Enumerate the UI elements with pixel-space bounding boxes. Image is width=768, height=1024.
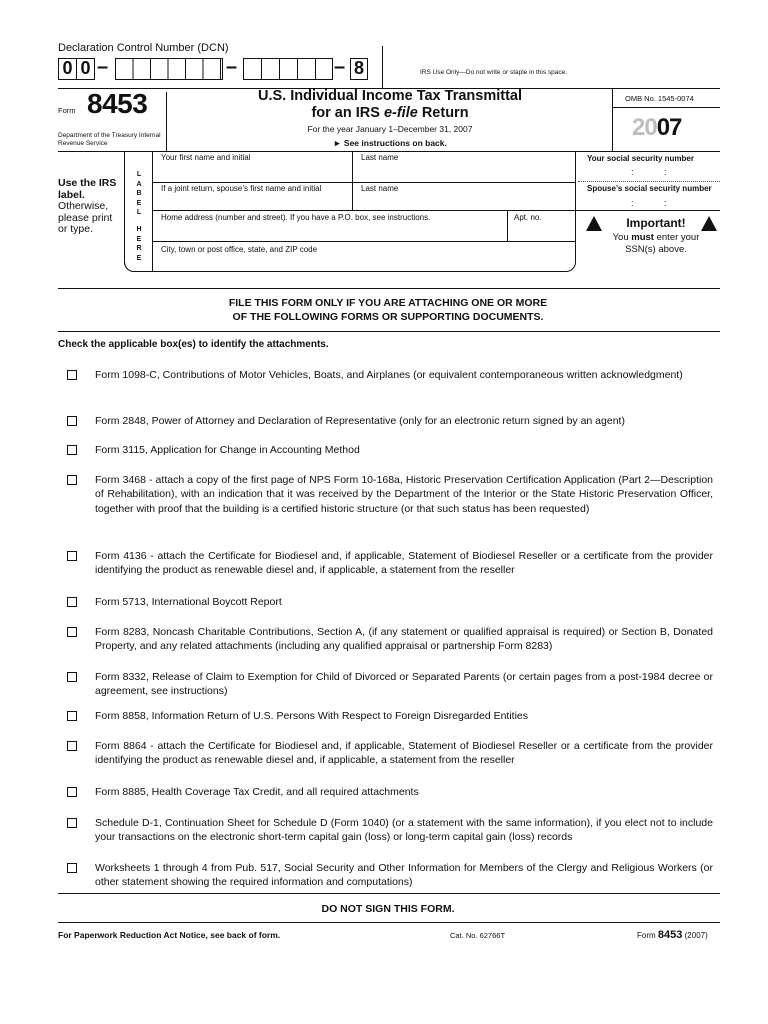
home-address-label: Home address (number and street). If you have a P.O. box, see instructions. [161, 213, 431, 222]
your-ssn-field[interactable] [580, 164, 720, 180]
dcn-dash-2: – [226, 56, 238, 78]
tax-year: 2007 [632, 114, 682, 141]
dcn-digit-1: 0 [58, 58, 77, 80]
first-name-field[interactable] [153, 163, 573, 181]
spouse-ssn-label: Spouse’s social security number [587, 184, 712, 193]
form-title-line2: for an IRS e-file Return [311, 105, 469, 121]
checkbox-form-3115[interactable] [67, 445, 77, 455]
first-name-label: Your first name and initial [161, 153, 251, 162]
attachment-form-3115: Form 3115, Application for Change in Accounting Method [95, 444, 360, 456]
attachment-form-5713: Form 5713, International Boycott Report [95, 596, 282, 608]
dcn-input-end[interactable] [243, 58, 333, 80]
checkbox-form-1098c[interactable] [67, 370, 77, 380]
city-state-zip-field[interactable] [153, 255, 568, 270]
attachment-schedule-d1: Schedule D-1, Continuation Sheet for Schedule D (Form 1040) (or a statement with the same information), if you elect not to include your transactions on the electronic short-term capital gain (loss) or long-term capital gain (loss) records [95, 817, 713, 844]
your-ssn-separators: : : [631, 167, 681, 177]
footer-form-id: Form 8453 (2007) [637, 929, 708, 941]
checkbox-form-8858[interactable] [67, 711, 77, 721]
file-only-if-line2: OF THE FOLLOWING FORMS OR SUPPORTING DOCUMENTS. [232, 311, 544, 323]
checkbox-schedule-d1[interactable] [67, 818, 77, 828]
important-title: Important! [626, 216, 686, 230]
check-boxes-heading: Check the applicable box(es) to identify the attachments. [58, 339, 329, 350]
home-address-field[interactable] [153, 223, 505, 240]
attachment-form-8332: Form 8332, Release of Claim to Exemption for Child of Divorced or Separated Parents (or certain pages from a post-1984 decree or agreement, see instructions) [95, 671, 713, 698]
dcn-digit-2: 0 [76, 58, 95, 80]
attachment-form-2848: Form 2848, Power of Attorney and Declaration of Representative (only for an electronic return signed by an agent) [95, 415, 625, 427]
attachment-pub-517-worksheets: Worksheets 1 through 4 from Pub. 517, Social Security and Other Information for Members of the Clergy and Religious Workers (or other statement showing the required information and computations) [95, 862, 713, 889]
use-irs-label-instruction: Use the IRS label. Otherwise, please print or type. [58, 177, 117, 235]
label-letters: L A B E L [136, 171, 142, 216]
form-word: Form [58, 106, 76, 115]
checkbox-form-4136[interactable] [67, 551, 77, 561]
irs-use-only-note: IRS Use Only—Do not write or staple in this space. [420, 69, 568, 76]
checkbox-form-8864[interactable] [67, 741, 77, 751]
paperwork-notice: For Paperwork Reduction Act Notice, see back of form. [58, 930, 281, 940]
see-instructions-note: ► See instructions on back. [333, 138, 447, 148]
spouse-ssn-separators: : : [631, 198, 681, 208]
tax-year-range: For the year January 1–December 31, 2007 [307, 124, 473, 134]
attachment-form-8885: Form 8885, Health Coverage Tax Credit, and all required attachments [95, 786, 419, 798]
department-text: Department of the Treasury Internal Revenue Service [58, 132, 161, 147]
spouse-first-name-label: If a joint return, spouse’s first name and initial [161, 184, 322, 193]
omb-number: OMB No. 1545-0074 [625, 94, 694, 103]
checkbox-form-3468[interactable] [67, 475, 77, 485]
here-letters: H E R E [136, 226, 142, 262]
dcn-dash-3: – [334, 56, 346, 78]
attachment-form-1098c: Form 1098-C, Contributions of Motor Vehicles, Boats, and Airplanes (or equivalent contemporaneous written acknowledgment) [95, 369, 683, 381]
dcn-dash-1: – [97, 56, 109, 78]
catalog-number: Cat. No. 62766T [450, 931, 506, 940]
attachment-form-3468: Form 3468 - attach a copy of the first page of NPS Form 10-168a, Historic Preservation Certification Application (Part 2—Description of Rehabilitation), with an indication that it was received by the Department of the Interior or the State Historic Preservation Officer, together with proof that the building is a certified historic structure (or that such status has been requested) [95, 474, 713, 515]
important-text: You must enter your SSN(s) above. [612, 232, 700, 255]
spouse-ssn-field[interactable] [580, 195, 720, 210]
dcn-label: Declaration Control Number (DCN) [58, 42, 229, 54]
form-number: 8453 [87, 88, 148, 119]
city-state-zip-label: City, town or post office, state, and ZIP code [161, 245, 318, 254]
checkbox-form-8332[interactable] [67, 672, 77, 682]
do-not-sign-notice: DO NOT SIGN THIS FORM. [321, 903, 455, 915]
attachment-form-8864: Form 8864 - attach the Certificate for Biodiesel and, if applicable, Statement of Biodiesel Reseller or a certificate from the provider identifying the product as renewable diesel and, if applicable, a statement from the reseller [95, 740, 713, 767]
dcn-check-digit: 8 [350, 58, 368, 80]
apt-no-field[interactable] [508, 223, 574, 240]
apt-no-label: Apt. no. [514, 213, 542, 222]
attachment-form-8858: Form 8858, Information Return of U.S. Persons With Respect to Foreign Disregarded Entities [95, 710, 529, 722]
checkbox-form-8885[interactable] [67, 787, 77, 797]
attachment-form-4136: Form 4136 - attach the Certificate for Biodiesel and, if applicable, Statement of Biodiesel Reseller or a certificate from the provider identifying the product as renewable diesel and, if applicable, a statement from the reseller [95, 550, 713, 577]
file-only-if-line1: FILE THIS FORM ONLY IF YOU ARE ATTACHING ONE OR MORE [228, 297, 548, 309]
last-name-label: Last name [361, 153, 399, 162]
checkbox-pub-517-worksheets[interactable] [67, 863, 77, 873]
checkbox-form-8283[interactable] [67, 627, 77, 637]
checkbox-form-2848[interactable] [67, 416, 77, 426]
dcn-input-middle[interactable] [115, 58, 223, 80]
attachment-form-8283: Form 8283, Noncash Charitable Contributions, Section A, (if any statement or qualified appraisal is required) or Section B, Donated Property, and any related attachments (including any qualified appraisal or partnership Form 8283) [95, 626, 713, 653]
arrow-up-icon-left [586, 216, 602, 231]
spouse-last-name-label: Last name [361, 184, 399, 193]
your-ssn-label: Your social security number [587, 154, 694, 163]
spouse-name-field[interactable] [153, 194, 573, 209]
checkbox-form-5713[interactable] [67, 597, 77, 607]
form-title-line1: U.S. Individual Income Tax Transmittal [257, 88, 523, 104]
